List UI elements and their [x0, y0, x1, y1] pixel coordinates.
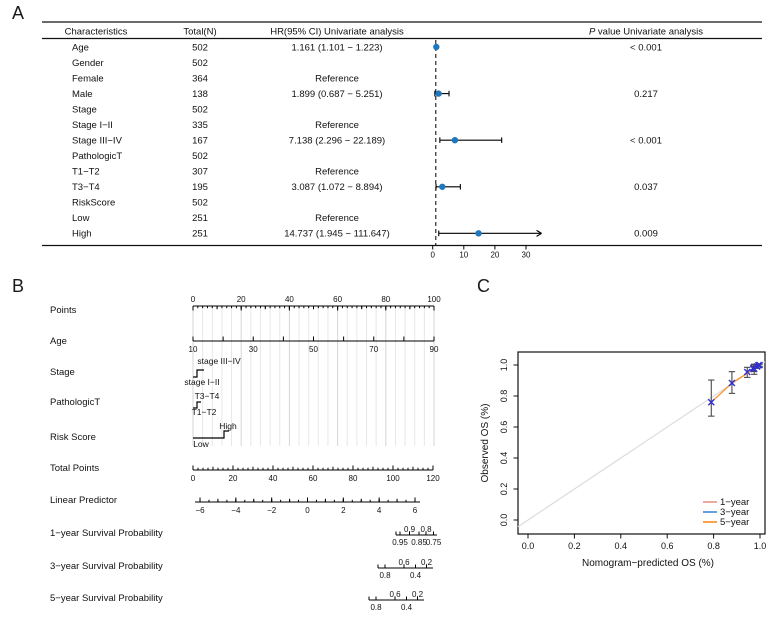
legend-label: 3−year: [720, 507, 750, 519]
category-high-label: T3−T4: [194, 391, 220, 401]
row-hr-ci: 1.899 (0.687 − 5.251): [291, 88, 383, 100]
row-hr-ci: Reference: [315, 166, 359, 178]
category-low-label: stage I−II: [184, 377, 220, 387]
nomogram-row-label: Stage: [50, 367, 75, 378]
row-characteristic: High: [72, 228, 92, 240]
prob-axis-tick-label: 0.95: [392, 538, 408, 547]
calibration-content: [499, 359, 766, 551]
prob-axis-tick-label: 0.2: [420, 558, 433, 567]
x-tick-label: 0.4: [614, 541, 628, 551]
nomogram-axis-tick-label: 90: [429, 345, 439, 354]
row-total: 138: [192, 88, 208, 100]
y-tick-label: 0.4: [499, 451, 509, 465]
nomogram-axis-tick-label: 4: [376, 506, 382, 515]
x-tick-label: 0.8: [707, 541, 720, 551]
x-tick-label: 0.6: [660, 541, 674, 551]
row-hr-ci: Reference: [315, 213, 359, 225]
row-characteristic: Stage I−II: [72, 119, 113, 131]
row-hr-ci: Reference: [315, 73, 359, 85]
row-characteristic: Stage III−IV: [72, 135, 122, 147]
prob-axis-tick-label: 0.85: [411, 538, 427, 547]
nomogram-row-label: PathologicT: [50, 397, 101, 408]
panel-b-label: B: [12, 276, 25, 296]
nomogram-axis-tick-label: 20: [228, 474, 238, 483]
nomogram-axis-tick-label: 70: [369, 345, 379, 354]
x-tick-label: 0.2: [568, 541, 581, 551]
nomogram-axis-tick-label: 100: [386, 474, 400, 483]
nomogram-axis-tick-label: 60: [308, 474, 318, 483]
row-total: 502: [192, 104, 208, 116]
row-characteristic: T3−T4: [72, 182, 100, 194]
nomogram-row-label: Risk Score: [50, 432, 96, 443]
x-axis-tick-label: 10: [459, 250, 469, 260]
category-low-label: Low: [193, 439, 209, 449]
nomogram-axis-tick-label: 30: [248, 345, 258, 354]
row-total: 195: [192, 182, 208, 194]
row-total: 307: [192, 166, 208, 178]
x-axis-tick-label: 20: [490, 250, 500, 260]
nomogram-axis-tick-label: 0: [305, 506, 310, 515]
x-tick-label: 1.0: [753, 541, 767, 551]
nomogram-row-label: Linear Predictor: [50, 495, 118, 506]
row-characteristic: Age: [72, 42, 89, 54]
prob-axis-tick-label: 0.4: [400, 603, 413, 612]
nomogram-axis-tick-label: 80: [348, 474, 358, 483]
row-p-value: 0.037: [634, 182, 658, 194]
row-characteristic: Male: [72, 88, 93, 100]
nomogram-axis-tick-label: −4: [231, 506, 241, 515]
nomogram-axis-tick-label: 40: [284, 295, 294, 304]
prob-axis-tick-label: 0.8: [379, 571, 391, 580]
y-tick-label: 0.6: [499, 420, 509, 434]
nomogram-row-label: 5−year Survival Probability: [50, 593, 163, 604]
row-characteristic: Female: [72, 73, 104, 85]
row-characteristic: PathologicT: [72, 151, 123, 163]
row-total: 251: [192, 228, 208, 240]
prob-axis-tick-label: 0.75: [425, 538, 442, 547]
row-hr-ci: 3.087 (1.072 − 8.894): [291, 182, 383, 194]
row-characteristic: Stage: [72, 104, 97, 116]
row-hr-ci: 14.737 (1.945 − 111.647): [284, 228, 390, 240]
x-axis-label: Nomogram−predicted OS (%): [582, 558, 714, 569]
legend-label: 1−year: [720, 497, 750, 509]
row-total: 167: [192, 135, 208, 147]
nomogram-axis-tick-label: 40: [268, 474, 278, 483]
row-total: 364: [192, 73, 208, 85]
prob-axis-tick-label: 0.9: [403, 525, 416, 534]
row-hr-ci: 1.161 (1.101 − 1.223): [291, 42, 383, 54]
row-total: 335: [192, 119, 208, 131]
y-tick-label: 1.0: [499, 358, 509, 372]
y-tick-label: 0.2: [499, 482, 509, 496]
row-p-value: 0.217: [634, 88, 658, 100]
nomogram-axis-tick-label: −2: [267, 506, 277, 515]
row-characteristic: T1−T2: [72, 166, 100, 178]
nomogram-axis-tick-label: 6: [412, 506, 418, 515]
row-total: 502: [192, 57, 208, 69]
row-characteristic: Low: [72, 213, 90, 225]
panel-a-label: A: [12, 3, 25, 23]
row-total: 502: [192, 151, 208, 163]
category-high-label: stage III−IV: [197, 356, 241, 366]
row-hr-ci: Reference: [315, 119, 359, 131]
row-characteristic: Gender: [72, 57, 104, 69]
nomogram-axis-tick-label: 10: [188, 345, 198, 354]
nomogram-axis-tick-label: 0: [190, 474, 196, 483]
p-italic: P: [588, 26, 596, 38]
y-tick-label: 0.0: [499, 513, 509, 527]
nomogram-row-label: 1−year Survival Probability: [50, 528, 163, 539]
col-header-hr: HR(95% CI) Univariate analysis: [270, 26, 404, 38]
row-characteristic: RiskScore: [72, 197, 116, 209]
row-total: 251: [192, 213, 208, 225]
row-total: 502: [192, 42, 208, 54]
row-total: 502: [192, 197, 208, 209]
prob-axis-tick-label: 0.6: [389, 590, 401, 599]
nomogram-axis-tick-label: 120: [426, 474, 440, 483]
category-low-label: T1−T2: [191, 407, 217, 417]
nomogram-row-label: 3−year Survival Probability: [50, 561, 163, 572]
x-axis-tick-label: 0: [430, 250, 435, 260]
row-hr-ci: 7.138 (2.296 − 22.189): [288, 135, 386, 147]
row-p-value: < 0.001: [630, 135, 662, 147]
prob-axis-tick-label: 0.2: [411, 590, 424, 599]
row-p-value: 0.009: [634, 228, 658, 240]
nomogram-axis-tick-label: 100: [427, 295, 441, 304]
x-tick-label: 0.0: [521, 541, 535, 551]
prob-axis-tick-label: 0.6: [398, 558, 410, 567]
prob-axis-tick-label: 0.8: [420, 525, 432, 534]
legend-label: 5−year: [720, 517, 750, 529]
col-header-characteristics: Characteristics: [64, 26, 128, 38]
prob-axis-tick-label: 0.4: [409, 571, 422, 580]
y-axis-label: Observed OS (%): [480, 403, 491, 483]
category-high-label: High: [219, 421, 237, 431]
nomogram-axis-tick-label: 0: [190, 295, 196, 304]
nomogram-axis-tick-label: 20: [236, 295, 246, 304]
prob-axis-tick-label: 0.8: [370, 603, 382, 612]
nomogram-axis-tick-label: 80: [381, 295, 391, 304]
x-axis-tick-label: 30: [521, 250, 531, 260]
panel-c-label: C: [477, 276, 490, 296]
col-header-total: Total(N): [183, 26, 217, 38]
nomogram-axis-tick-label: 50: [309, 345, 318, 354]
nomogram-axis-tick-label: 2: [341, 506, 346, 515]
row-p-value: < 0.001: [630, 42, 662, 54]
p-rest: value Univariate analysis: [595, 26, 704, 38]
nomogram-axis-tick-label: 60: [333, 295, 343, 304]
nomogram-row-label: Total Points: [50, 463, 100, 474]
nomogram-row-label: Age: [50, 336, 67, 347]
nomogram-row-label: Points: [50, 305, 77, 316]
nomogram-axis-tick-label: −6: [195, 506, 205, 515]
y-tick-label: 0.8: [499, 389, 509, 403]
